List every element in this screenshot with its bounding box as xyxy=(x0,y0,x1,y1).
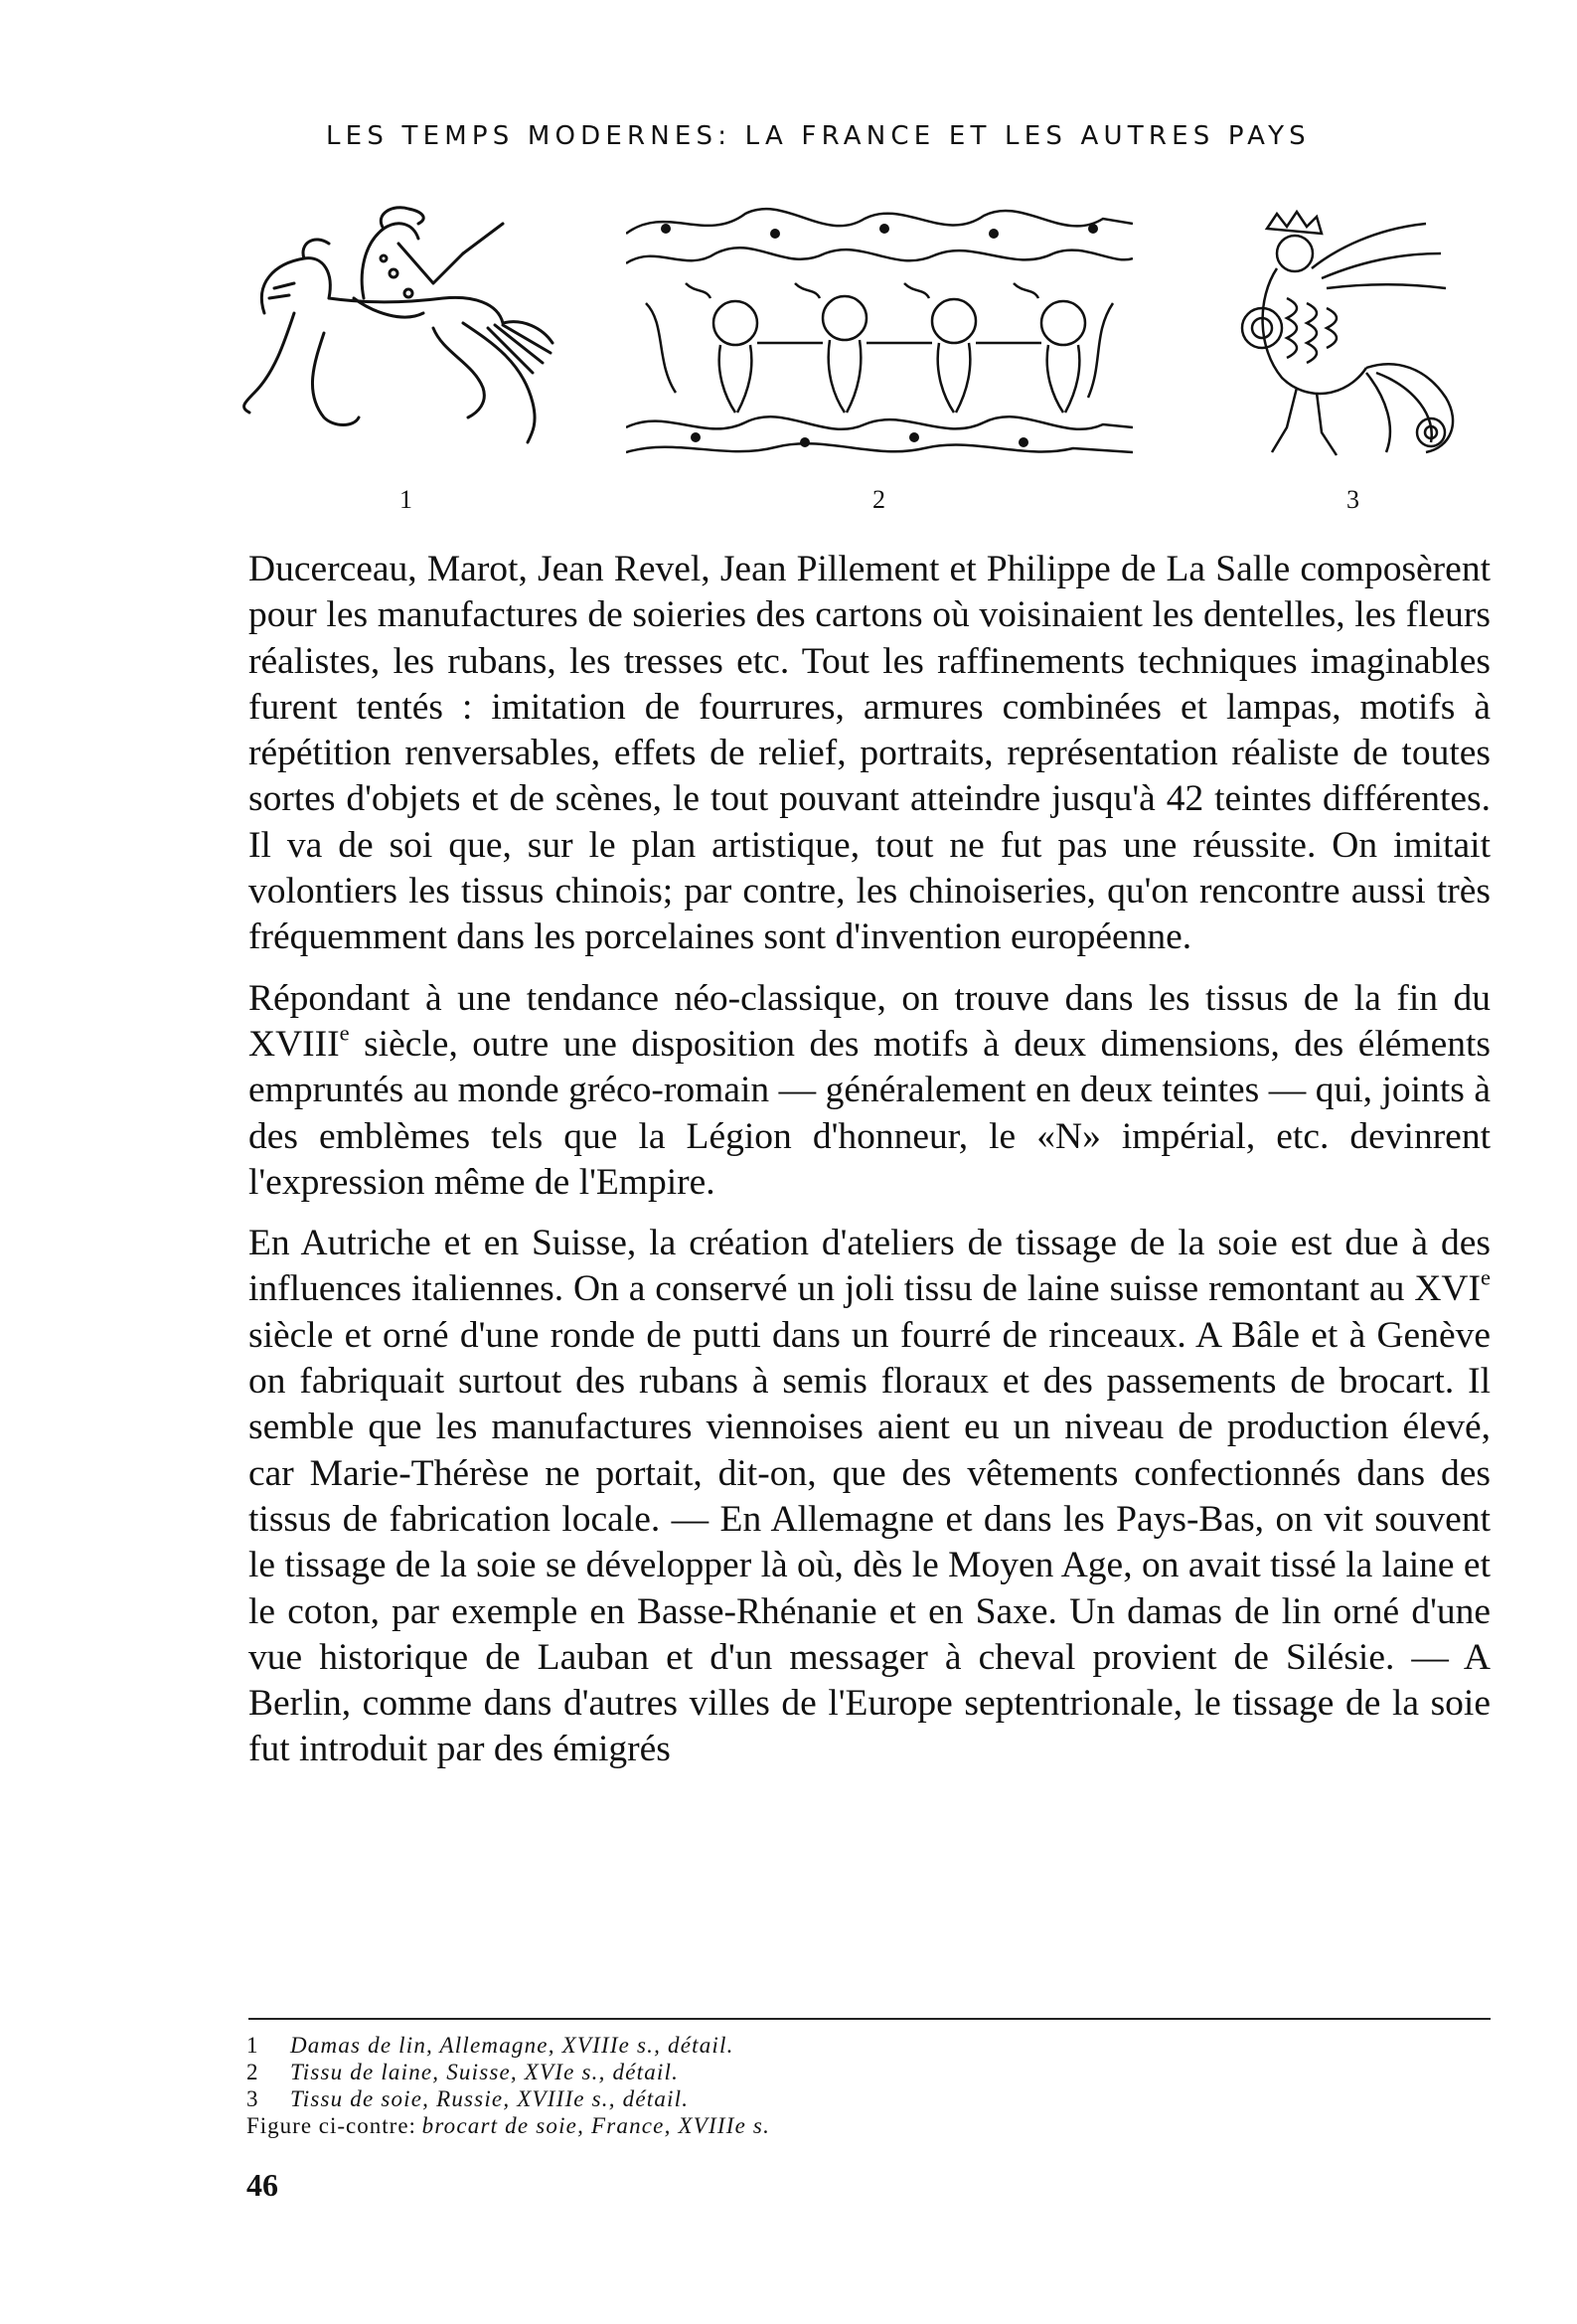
figure-3-number: 3 xyxy=(1346,485,1359,514)
figure-1-number: 1 xyxy=(399,485,412,514)
figure-2-number: 2 xyxy=(872,485,885,514)
figure-2 xyxy=(626,204,1133,460)
footnote-rule xyxy=(248,2018,1491,2020)
footnotes xyxy=(246,2032,1489,2139)
figure-3 xyxy=(1227,209,1476,462)
firebird-icon xyxy=(1227,209,1476,462)
footnote: 1 Damas de lin, Allemagne, XVIIIe s., détail. xyxy=(246,2033,734,2058)
body-text xyxy=(248,547,1491,1773)
figure-1 xyxy=(235,204,562,467)
horseman-icon xyxy=(235,204,562,467)
paragraph: Répondant à une tendance néo-classique, on trouve dans les tissus de la fin du XVIIIe siècle, outre une disposition des motifs à deux dimensions, des éléments empruntés au monde gréco-romain — généralement en deux teintes — qui, joints à des emblèmes tels que la Légion d'honneur, le «N» impérial, etc. devinrent l'expression même de l'Empire. xyxy=(248,977,1491,1203)
figure-note: Figure ci-contre: brocart de soie, France, XVIIIe s. xyxy=(246,2113,771,2138)
paragraph: Ducerceau, Marot, Jean Revel, Jean Pillement et Philippe de La Salle composèrent pour les manufactures de soieries des cartons où voisinaient les dentelles, les fleurs réalistes, les rubans, les tresses etc. Tout les raffinements techniques imaginables furent tentés : imitation de fourrures, armures combinées et lampas, motifs à répétition renversables, effets de relief, portraits, représentation réaliste de toutes sortes d'objets et de scènes, le tout pouvant atteindre jusqu'à 42 teintes différentes. Il va de soi que, sur le plan artistique, tout ne fut pas une réussite. On imitait volontiers les tissus chinois; par contre, les chinoiseries, qu'on rencontre aussi très fréquemment dans les porcelaines sont d'invention européenne. xyxy=(248,549,1491,958)
running-head: LES TEMPS MODERNES: LA FRANCE ET LES AUTRES PAYS xyxy=(326,121,1311,151)
paragraph: En Autriche et en Suisse, la création d'ateliers de tissage de la soie est due à des influences italiennes. On a conservé un joli tissu de laine suisse remontant au XVIe siècle et orné d'une ronde de putti dans un fourré de rinceaux. A Bâle et à Genève on fabriquait surtout des rubans à semis floraux et des passements de brocart. Il semble que les manufactures viennoises aient eu un niveau de production élevé, car Marie-Thérèse ne portait, dit-on, que des vêtements confectionnés dans des tissus de fabrication locale. — En Allemagne et dans les Pays-Bas, on vit souvent le tissage de la soie se développer là où, dès le Moyen Age, on avait tissé la laine et le coton, par exemple en Basse-Rhénanie et en Saxe. Un damas de lin orné d'une vue historique de Lauban et d'un messager à cheval provient de Silésie. — A Berlin, comme dans d'autres villes de l'Europe septentrionale, le tissage de la soie fut introduit par des émigrés xyxy=(248,1223,1491,1770)
footnote: 3 Tissu de soie, Russie, XVIIIe s., détail. xyxy=(246,2086,690,2111)
footnote: 2 Tissu de laine, Suisse, XVIe s., détail. xyxy=(246,2060,680,2084)
putti-foliage-icon xyxy=(626,204,1133,460)
page-number: 46 xyxy=(246,2167,278,2203)
